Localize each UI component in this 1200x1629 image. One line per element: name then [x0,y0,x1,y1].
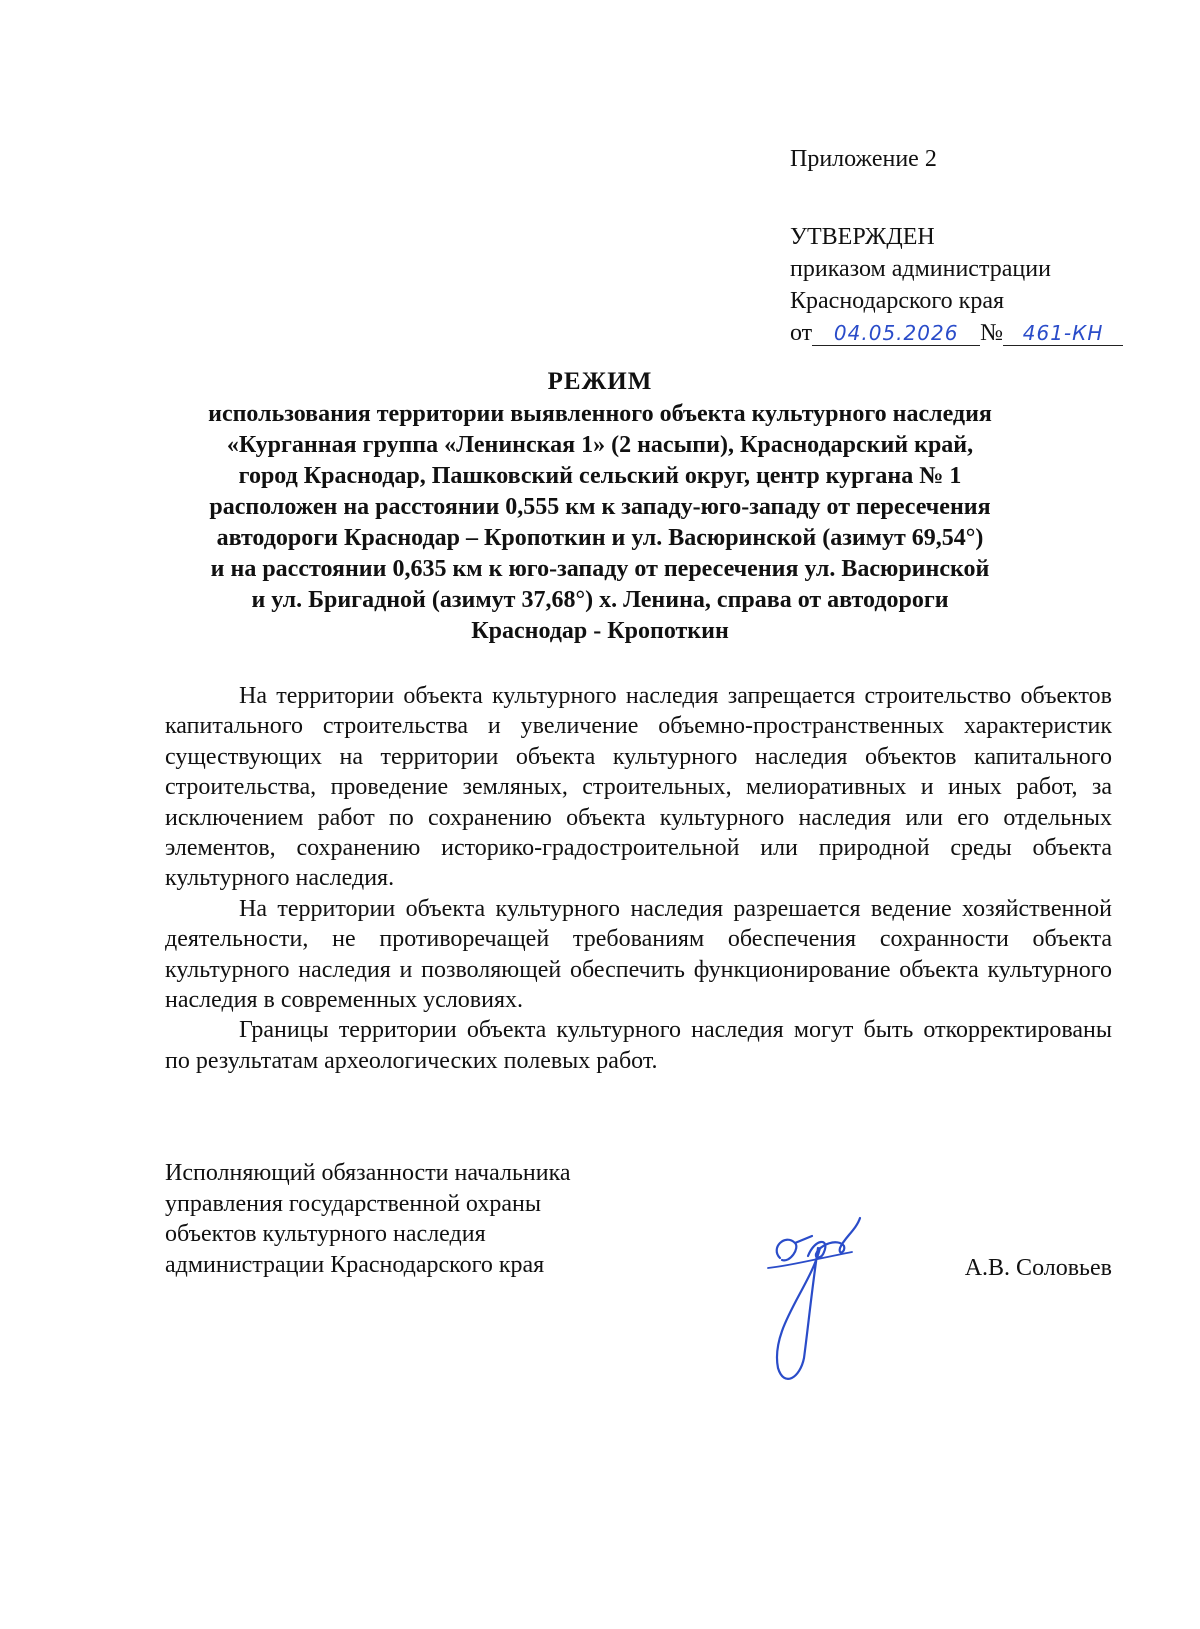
order-reference [790,317,1123,349]
paragraph-prohibitions: На территории объекта культурного наследия запрещается строительство объектов капитального строительства и увеличение объемно-пространственных характеристик существующих на территории объекта культурного наследия объектов капитального строительства, проведение земляных, строительных, мелиоративных и иных работ, за исключением работ по сохранению объекта культурного наследия или его отдельных элементов, сохранению историко-градостроительной или природной среды объекта культурного наследия. [165,683,1112,892]
title-line: автодороги Краснодар – Кропоткин и ул. Васюринской (азимут 69,54°) [216,525,984,551]
handwritten-number: 461-КН [1003,321,1123,346]
handwritten-signature [760,1208,870,1388]
approval-block [790,143,1123,349]
paragraph-boundaries: Границы территории объекта культурного наследия могут быть откорректированы по результатам археологических полевых работ. [165,1017,1112,1074]
title-line: город Краснодар, Пашковский сельский округ, центр кургана № 1 [238,463,962,489]
title-line: расположен на расстоянии 0,555 км к западу-юго-западу от пересечения [209,494,991,520]
number-label: № [980,320,1004,346]
position-line: администрации Краснодарского края [165,1251,545,1278]
title-line: Краснодар - Кропоткин [471,618,729,644]
approved-by-line-2: Краснодарского края [790,288,1005,314]
title-line: и ул. Бригадной (азимут 37,68°) х. Ленина, справа от автодороги [251,587,949,613]
title-line: и на расстоянии 0,635 км к юго-западу от пересечения ул. Васюринской [210,556,990,582]
signatory-position [165,1158,571,1280]
from-prefix: от [790,320,813,346]
appendix-label: Приложение 2 [790,146,937,172]
position-line: управления государственной охраны [165,1190,541,1217]
document-title [150,366,1050,647]
approved-label: УТВЕРЖДЕН [790,224,935,250]
handwritten-date: 04.05.2026 [812,321,980,346]
position-line: объектов культурного наследия [165,1221,486,1247]
position-line: Исполняющий обязанности начальника [165,1160,571,1186]
paragraph-permissions: На территории объекта культурного наследия разрешается ведение хозяйственной деятельности, не противоречащей требованиям обеспечения сохранности объекта культурного наследия и позволяющей обеспечить функционирование объекта культурного наследия в современных условиях. [165,895,1112,1014]
body-text [165,681,1112,1076]
title-line: использования территории выявленного объекта культурного наследия [208,401,992,427]
title-main: РЕЖИМ [547,368,653,395]
signatory-name: А.В. Соловьев [964,1255,1112,1281]
approved-by-line-1: приказом администрации [790,256,1051,282]
title-line: «Курганная группа «Ленинская 1» (2 насыпи), Краснодарский край, [226,432,974,458]
